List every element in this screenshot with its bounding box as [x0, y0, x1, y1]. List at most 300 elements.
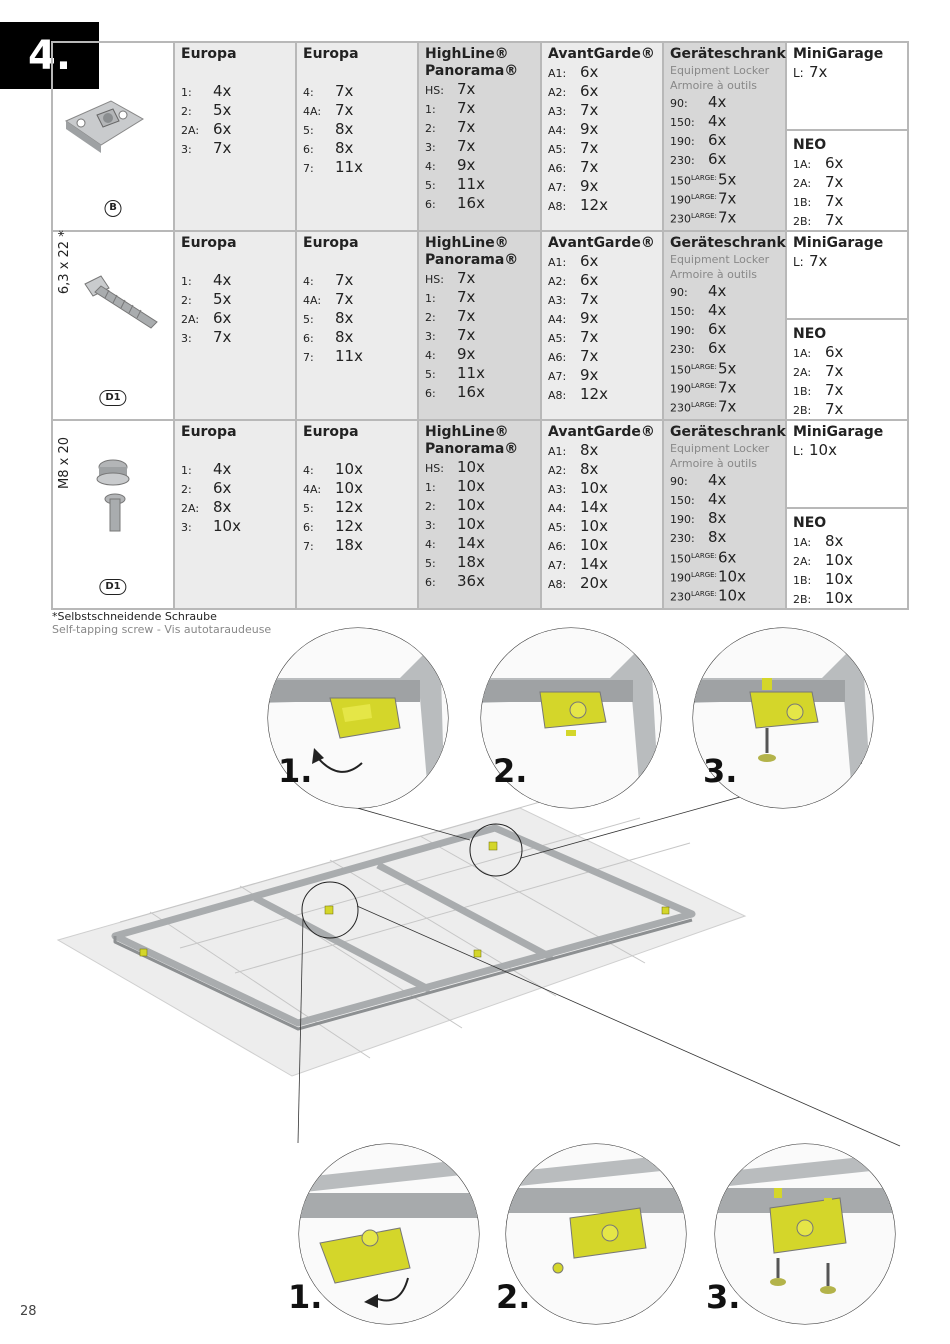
minigarage-key: L:	[793, 444, 804, 458]
geraete-entry	[670, 150, 780, 169]
part-size-label: M8 x 20	[57, 436, 72, 489]
geraete-entry	[670, 188, 780, 207]
geraete-key: $150^{LARGE:}$	[670, 552, 717, 566]
avantgarde-entry	[548, 120, 657, 139]
model-subtitle-en: Equipment Locker	[670, 442, 770, 455]
europa-qty: 11x	[335, 158, 363, 176]
europa-entry	[303, 460, 412, 479]
avantgarde-key: A7:	[548, 370, 567, 383]
neo-key: 1B:	[793, 196, 812, 209]
geraete-entry	[670, 509, 780, 528]
avantgarde-entry	[548, 252, 657, 271]
geraete-key: 230:	[670, 343, 695, 356]
highline-qty: 7x	[457, 118, 476, 136]
highline-qty: 16x	[457, 383, 485, 401]
model-title: HighLine®	[425, 46, 509, 62]
geraete-entry	[670, 207, 780, 226]
highline-entry	[425, 326, 535, 345]
neo-entry	[793, 343, 902, 362]
model-title: MiniGarage	[793, 46, 884, 62]
avantgarde-entry	[548, 574, 657, 593]
geraete-key: $230^{LARGE:}$	[670, 590, 717, 604]
europa-key: 2A:	[181, 124, 200, 137]
highline-entry	[425, 534, 535, 553]
avantgarde-entry	[548, 309, 657, 328]
geraete-qty: 4x	[708, 112, 727, 130]
geraete-entry	[670, 528, 780, 547]
neo-entry	[793, 173, 902, 192]
geraete-key: $230^{LARGE:}$	[670, 212, 717, 226]
bottom-step-2-label: 2.	[496, 1278, 531, 1316]
geraete-qty: 6x	[708, 131, 727, 149]
avantgarde-entry	[548, 498, 657, 517]
highline-qty: 14x	[457, 534, 485, 552]
highline-entry	[425, 458, 535, 477]
highline-qty: 16x	[457, 194, 485, 212]
europa-entry	[303, 82, 412, 101]
neo-entry	[793, 532, 902, 551]
avantgarde-entry	[548, 517, 657, 536]
highline-key: 5:	[425, 368, 436, 381]
geraete-key: 190:	[670, 135, 695, 148]
highline-qty: 9x	[457, 156, 476, 174]
model-title: AvantGarde®	[548, 46, 655, 62]
model-title: AvantGarde®	[548, 235, 655, 251]
europa-qty: 5x	[213, 101, 232, 119]
avantgarde-key: A6:	[548, 540, 567, 553]
geraete-entry	[670, 471, 780, 490]
model-subtitle-en: Equipment Locker	[670, 253, 770, 266]
neo-qty: 6x	[825, 343, 844, 361]
europa-entry	[181, 271, 290, 290]
highline-entry	[425, 80, 535, 99]
highline-key: 3:	[425, 141, 436, 154]
geraete-qty: 8x	[708, 528, 727, 546]
europa-entry	[181, 328, 290, 347]
avantgarde-qty: 8x	[580, 441, 599, 459]
geraete-entry	[670, 112, 780, 131]
avantgarde-qty: 7x	[580, 158, 599, 176]
minigarage-neo-cell	[786, 420, 908, 609]
neo-entry	[793, 154, 902, 173]
minigarage-neo-cell	[786, 231, 908, 420]
neo-key: 2B:	[793, 404, 812, 417]
geraeteschrank-cell	[663, 420, 786, 609]
europa-qty: 4x	[213, 460, 232, 478]
highline-entry	[425, 515, 535, 534]
assembly-illustration	[0, 618, 950, 1338]
europa-key: 3:	[181, 143, 192, 156]
neo-entry	[793, 570, 902, 589]
europa-entry	[181, 290, 290, 309]
europa-qty: 8x	[335, 309, 354, 327]
highline-key: 1:	[425, 292, 436, 305]
neo-entry	[793, 381, 902, 400]
avantgarde-key: A8:	[548, 200, 567, 213]
highline-key: 3:	[425, 330, 436, 343]
geraete-key: 90:	[670, 286, 688, 299]
highline-entry	[425, 572, 535, 591]
europa-entry	[181, 479, 290, 498]
detail-bottom-1	[295, 1138, 495, 1338]
geraeteschrank-cell	[663, 231, 786, 420]
geraete-qty: 4x	[708, 93, 727, 111]
avantgarde-key: A8:	[548, 578, 567, 591]
avantgarde-qty: 9x	[580, 366, 599, 384]
europa-qty: 7x	[335, 271, 354, 289]
minigarage-qty: 10x	[809, 441, 837, 459]
geraete-key: 150:	[670, 116, 695, 129]
highline-key: 6:	[425, 198, 436, 211]
part-image-cell	[52, 420, 174, 609]
geraete-key: 230:	[670, 154, 695, 167]
avantgarde-cell	[541, 42, 663, 231]
neo-qty: 8x	[825, 532, 844, 550]
model-title: NEO	[793, 326, 827, 342]
model-subtitle-fr: Armoire à outils	[670, 79, 757, 92]
highline-qty: 7x	[457, 288, 476, 306]
highline-entry	[425, 194, 535, 213]
avantgarde-entry	[548, 460, 657, 479]
neo-key: 1A:	[793, 347, 812, 360]
neo-key: 2B:	[793, 215, 812, 228]
highline-key: 5:	[425, 179, 436, 192]
europa-key: 2:	[181, 294, 192, 307]
highline-entry	[425, 553, 535, 572]
europa-qty: 6x	[213, 309, 232, 327]
avantgarde-qty: 10x	[580, 536, 608, 554]
minigarage-block	[787, 232, 907, 320]
europa-cell	[174, 231, 296, 420]
avantgarde-entry	[548, 158, 657, 177]
avantgarde-entry	[548, 441, 657, 460]
europa-key: 4A:	[303, 105, 322, 118]
geraete-qty: 10x	[718, 567, 746, 586]
bracket-b-icon	[61, 93, 146, 163]
europa-entry	[303, 536, 412, 555]
avantgarde-qty: 9x	[580, 309, 599, 327]
avantgarde-key: A7:	[548, 559, 567, 572]
self-tapping-screw-icon	[79, 270, 164, 340]
europa-key: 7:	[303, 351, 314, 364]
top-step-1-label: 1.	[278, 752, 313, 790]
avantgarde-qty: 9x	[580, 120, 599, 138]
europa-entry	[303, 101, 412, 120]
neo-entry	[793, 551, 902, 570]
geraete-qty: 6x	[708, 339, 727, 357]
europa-entry	[181, 120, 290, 139]
avantgarde-entry	[548, 177, 657, 196]
europa-qty: 4x	[213, 271, 232, 289]
europa-entry	[303, 328, 412, 347]
avantgarde-key: A5:	[548, 332, 567, 345]
top-step-3-label: 3.	[703, 752, 738, 790]
model-title: AvantGarde®	[548, 424, 655, 440]
avantgarde-qty: 14x	[580, 555, 608, 573]
bottom-step-1-label: 1.	[288, 1278, 323, 1316]
highline-qty: 7x	[457, 99, 476, 117]
footnote-de: *Selbstschneidende Schraube	[52, 610, 217, 623]
europa-cell	[174, 420, 296, 609]
highline-entry	[425, 137, 535, 156]
europa-qty: 12x	[335, 517, 363, 535]
europa-qty: 11x	[335, 347, 363, 365]
europa-entry	[303, 347, 412, 366]
avantgarde-key: A7:	[548, 181, 567, 194]
europa-key: 4:	[303, 464, 314, 477]
minigarage-neo-cell	[786, 42, 908, 231]
highline-key: 2:	[425, 122, 436, 135]
avantgarde-qty: 6x	[580, 252, 599, 270]
avantgarde-qty: 6x	[580, 63, 599, 81]
geraete-entry	[670, 282, 780, 301]
minigarage-block	[787, 421, 907, 509]
geraete-qty: 5x	[718, 359, 737, 378]
geraete-qty: 4x	[708, 490, 727, 508]
geraete-entry	[670, 131, 780, 150]
avantgarde-key: A8:	[548, 389, 567, 402]
parts-row	[52, 231, 908, 420]
europa-key: 2:	[181, 105, 192, 118]
highline-qty: 11x	[457, 175, 485, 193]
neo-qty: 6x	[825, 154, 844, 172]
highline-qty: 9x	[457, 345, 476, 363]
part-size-label: 6,3 x 22 *	[57, 229, 72, 294]
footnote-en: Self-tapping screw - Vis autotaraudeuse	[52, 623, 272, 636]
avantgarde-key: A2:	[548, 86, 567, 99]
europa-entry	[303, 498, 412, 517]
geraete-entry	[670, 585, 780, 604]
parts-row	[52, 42, 908, 231]
neo-entry	[793, 589, 902, 608]
model-title: Europa	[303, 46, 359, 62]
europa-key: 3:	[181, 332, 192, 345]
geraete-entry	[670, 320, 780, 339]
avantgarde-qty: 7x	[580, 139, 599, 157]
model-subtitle-fr: Armoire à outils	[670, 268, 757, 281]
highline-entry	[425, 175, 535, 194]
europa-key: 1:	[181, 86, 192, 99]
neo-block	[787, 509, 907, 608]
highline-key: 4:	[425, 538, 436, 551]
highline-entry	[425, 156, 535, 175]
avantgarde-qty: 7x	[580, 290, 599, 308]
avantgarde-entry	[548, 366, 657, 385]
bolt-m8-icon	[91, 455, 151, 545]
europa-entry	[303, 290, 412, 309]
europa-key: 1:	[181, 275, 192, 288]
avantgarde-key: A5:	[548, 521, 567, 534]
geraete-qty: 10x	[718, 586, 746, 605]
europa-qty: 10x	[335, 460, 363, 478]
europa-qty: 8x	[335, 139, 354, 157]
europa-key: 5:	[303, 502, 314, 515]
avantgarde-key: A4:	[548, 124, 567, 137]
geraete-entry	[670, 339, 780, 358]
highline-key: HS:	[425, 462, 444, 475]
highline-entry	[425, 118, 535, 137]
parts-table	[51, 41, 909, 610]
geraete-entry	[670, 377, 780, 396]
europa-cell	[296, 231, 418, 420]
avantgarde-entry	[548, 101, 657, 120]
europa-cell	[296, 42, 418, 231]
geraete-entry	[670, 358, 780, 377]
geraete-qty: 4x	[708, 282, 727, 300]
avantgarde-entry	[548, 328, 657, 347]
minigarage-qty: 7x	[809, 252, 828, 270]
highline-entry	[425, 364, 535, 383]
part-code-badge: D1	[99, 579, 126, 595]
part-image-cell	[52, 231, 174, 420]
geraete-entry	[670, 169, 780, 188]
geraete-qty: 7x	[718, 378, 737, 397]
model-subtitle: Panorama®	[425, 63, 519, 79]
geraete-key: $190^{LARGE:}$	[670, 382, 717, 396]
avantgarde-qty: 12x	[580, 385, 608, 403]
neo-key: 2A:	[793, 555, 812, 568]
europa-qty: 10x	[335, 479, 363, 497]
highline-key: HS:	[425, 84, 444, 97]
geraete-qty: 6x	[708, 150, 727, 168]
highline-qty: 7x	[457, 80, 476, 98]
highline-qty: 7x	[457, 307, 476, 325]
model-title: NEO	[793, 515, 827, 531]
europa-key: 4:	[303, 86, 314, 99]
geraete-key: 190:	[670, 513, 695, 526]
europa-entry	[181, 101, 290, 120]
avantgarde-entry	[548, 271, 657, 290]
page-number: 28	[20, 1304, 37, 1319]
avantgarde-key: A3:	[548, 294, 567, 307]
neo-qty: 7x	[825, 192, 844, 210]
highline-entry	[425, 383, 535, 402]
europa-qty: 8x	[335, 120, 354, 138]
geraete-key: 90:	[670, 97, 688, 110]
avantgarde-key: A1:	[548, 256, 567, 269]
highline-entry	[425, 496, 535, 515]
avantgarde-key: A3:	[548, 483, 567, 496]
europa-entry	[303, 517, 412, 536]
geraete-qty: 7x	[718, 189, 737, 208]
minigarage-key: L:	[793, 255, 804, 269]
neo-entry	[793, 211, 902, 230]
europa-key: 6:	[303, 143, 314, 156]
model-title: MiniGarage	[793, 424, 884, 440]
geraete-entry	[670, 93, 780, 112]
model-title: MiniGarage	[793, 235, 884, 251]
europa-key: 6:	[303, 332, 314, 345]
geraete-key: 90:	[670, 475, 688, 488]
avantgarde-key: A1:	[548, 445, 567, 458]
avantgarde-cell	[541, 420, 663, 609]
neo-key: 1A:	[793, 158, 812, 171]
highline-qty: 36x	[457, 572, 485, 590]
model-title: Geräteschrank	[670, 235, 786, 251]
highline-qty: 10x	[457, 477, 485, 495]
highline-entry	[425, 477, 535, 496]
europa-key: 2:	[181, 483, 192, 496]
neo-entry	[793, 192, 902, 211]
avantgarde-qty: 20x	[580, 574, 608, 592]
avantgarde-cell	[541, 231, 663, 420]
neo-qty: 10x	[825, 551, 853, 569]
model-title: Geräteschrank	[670, 46, 786, 62]
part-code-badge: D1	[99, 390, 126, 406]
highline-qty: 7x	[457, 269, 476, 287]
highline-qty: 10x	[457, 496, 485, 514]
europa-entry	[303, 479, 412, 498]
highline-qty: 10x	[457, 515, 485, 533]
highline-qty: 11x	[457, 364, 485, 382]
europa-cell	[174, 42, 296, 231]
avantgarde-qty: 6x	[580, 82, 599, 100]
top-step-2-label: 2.	[493, 752, 528, 790]
avantgarde-key: A2:	[548, 464, 567, 477]
model-title: Europa	[181, 235, 237, 251]
europa-qty: 7x	[335, 82, 354, 100]
europa-key: 4A:	[303, 294, 322, 307]
europa-qty: 18x	[335, 536, 363, 554]
model-title: HighLine®	[425, 235, 509, 251]
highline-key: 1:	[425, 103, 436, 116]
model-title: HighLine®	[425, 424, 509, 440]
geraete-qty: 6x	[718, 548, 737, 567]
europa-entry	[181, 460, 290, 479]
europa-entry	[303, 158, 412, 177]
model-subtitle-fr: Armoire à outils	[670, 457, 757, 470]
highline-entry	[425, 345, 535, 364]
highline-qty: 18x	[457, 553, 485, 571]
highline-cell	[418, 42, 541, 231]
highline-entry	[425, 307, 535, 326]
highline-key: 2:	[425, 311, 436, 324]
avantgarde-qty: 7x	[580, 328, 599, 346]
neo-key: 2A:	[793, 177, 812, 190]
parts-row	[52, 420, 908, 609]
europa-key: 1:	[181, 464, 192, 477]
highline-key: 6:	[425, 576, 436, 589]
avantgarde-key: A1:	[548, 67, 567, 80]
model-subtitle: Panorama®	[425, 252, 519, 268]
geraete-qty: 4x	[708, 471, 727, 489]
model-title: NEO	[793, 137, 827, 153]
avantgarde-entry	[548, 139, 657, 158]
neo-qty: 10x	[825, 570, 853, 588]
europa-key: 7:	[303, 540, 314, 553]
avantgarde-entry	[548, 196, 657, 215]
highline-key: 6:	[425, 387, 436, 400]
neo-key: 1A:	[793, 536, 812, 549]
europa-key: 2A:	[181, 502, 200, 515]
geraete-key: $230^{LARGE:}$	[670, 401, 717, 415]
highline-qty: 7x	[457, 326, 476, 344]
avantgarde-entry	[548, 63, 657, 82]
europa-entry	[181, 309, 290, 328]
highline-qty: 7x	[457, 137, 476, 155]
model-title: Europa	[181, 424, 237, 440]
highline-key: 4:	[425, 160, 436, 173]
avantgarde-key: A3:	[548, 105, 567, 118]
minigarage-key: L:	[793, 66, 804, 80]
highline-entry	[425, 99, 535, 118]
neo-key: 2B:	[793, 593, 812, 606]
europa-key: 4A:	[303, 483, 322, 496]
neo-qty: 10x	[825, 589, 853, 607]
avantgarde-entry	[548, 290, 657, 309]
europa-cell	[296, 420, 418, 609]
minigarage-block	[787, 43, 907, 131]
